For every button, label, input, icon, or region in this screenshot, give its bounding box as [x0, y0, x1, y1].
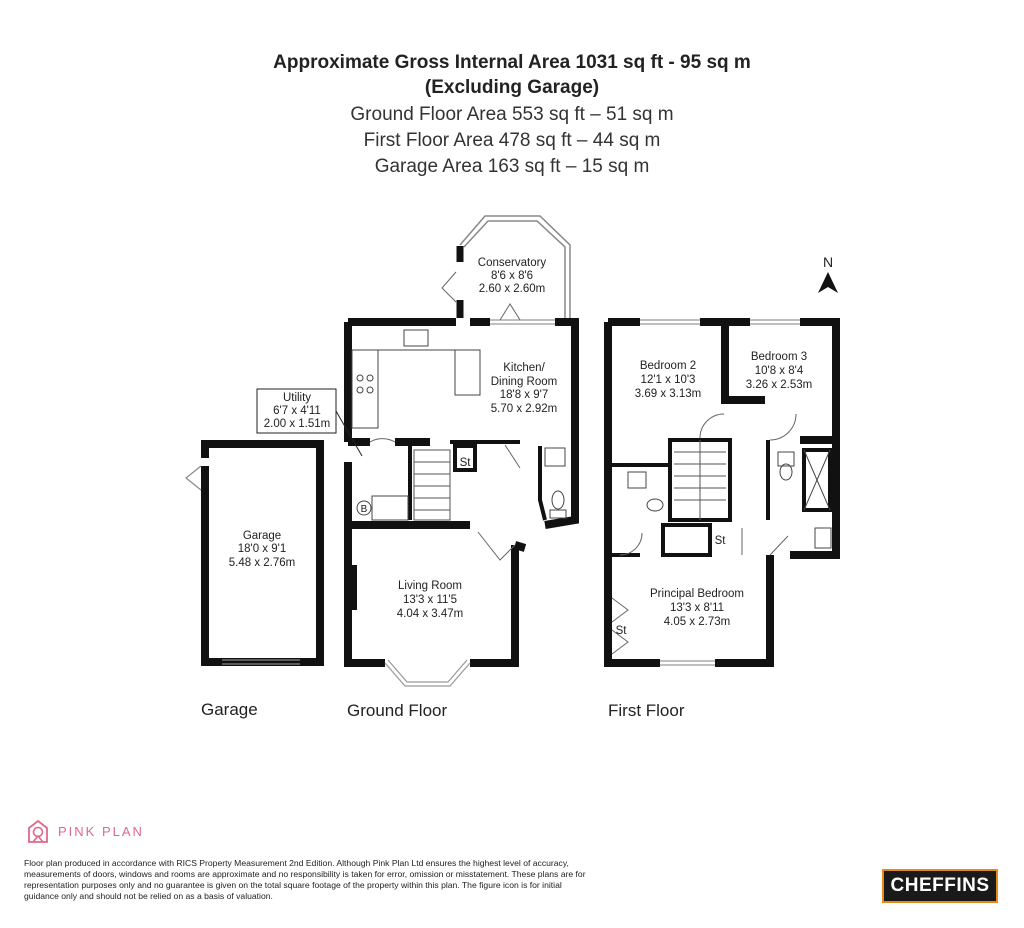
conservatory-imperial: 8'6 x 8'6 [490, 270, 534, 282]
north-label: N [822, 254, 834, 270]
principal-imperial: 13'3 x 8'11 [669, 602, 725, 614]
kitchen-imperial: 18'8 x 9'7 [499, 389, 549, 401]
conservatory-metric: 2.60 x 2.60m [478, 283, 546, 295]
garage-floor-label: Garage [201, 700, 258, 719]
kitchen-units [352, 330, 480, 428]
bedroom2-imperial: 12'1 x 10'3 [640, 374, 696, 386]
bay-window [385, 660, 470, 686]
ground-wc [545, 448, 566, 518]
boiler-label: B [360, 504, 368, 515]
utility-metric: 2.00 x 1.51m [263, 418, 331, 430]
utility-name: Utility [282, 392, 312, 404]
ground-store-label: St [459, 457, 471, 469]
conservatory-name: Conservatory [477, 257, 547, 269]
principal-name: Principal Bedroom [650, 588, 744, 600]
bedroom2-metric: 3.69 x 3.13m [634, 388, 702, 400]
area-subtitle: (Excluding Garage) [424, 77, 600, 98]
garage-imperial: 18'0 x 9'1 [237, 543, 287, 555]
bedroom2-name: Bedroom 2 [639, 360, 697, 372]
ground-floor-windows [490, 320, 555, 324]
pink-plan-logo-icon [26, 818, 50, 844]
fireplace [349, 565, 357, 610]
cheffins-logo: CHEFFINS [882, 869, 998, 903]
first-store-label: St [714, 535, 726, 547]
bedroom3-metric: 3.26 x 2.53m [745, 379, 813, 391]
garage-metric: 5.48 x 2.76m [228, 557, 296, 569]
kitchen-name-1: Kitchen/ [503, 362, 545, 374]
garage-name: Garage [242, 530, 282, 542]
principal-metric: 4.05 x 2.73m [663, 616, 731, 628]
ground-stairs [414, 450, 450, 520]
utility-imperial: 6'7 x 4'11 [273, 405, 321, 417]
living-imperial: 13'3 x 11'5 [402, 594, 458, 606]
wardrobe-store-label: St [615, 625, 627, 637]
first-floor-label: First Floor [608, 701, 685, 720]
north-arrow-icon [818, 272, 838, 293]
bedroom3-name: Bedroom 3 [750, 351, 808, 363]
ground-floor-inner-walls [410, 442, 545, 520]
disclaimer: Floor plan produced in accordance with RICS Property Measurement 2nd Edition. Although Pink Plan Ltd ensures the highest level of accuracy, measurements of doors, windows and rooms are approximate and no responsibility is taken for error, omission or misstatement. These plans are for representation purposes only and no guarantee is given on the total square footage of the property within this plan. The figure icon is for initial guidance only and should not be relied on as a basis of valuation. [24, 858, 586, 901]
area-title: Approximate Gross Internal Area 1031 sq ft - 95 sq m [273, 52, 751, 73]
first-stairs [674, 440, 726, 520]
ground-floor-area: Ground Floor Area 553 sq ft – 51 sq m [350, 104, 674, 125]
first-floor-area: First Floor Area 478 sq ft – 44 sq m [363, 130, 661, 151]
living-name: Living Room [398, 580, 462, 592]
pink-plan-name: PINK PLAN [58, 823, 144, 839]
kitchen-name-2: Dining Room [490, 376, 558, 388]
bedroom3-imperial: 10'8 x 8'4 [754, 365, 804, 377]
ground-doors [370, 439, 520, 560]
ground-floor-label: Ground Floor [347, 701, 448, 720]
kitchen-metric: 5.70 x 2.92m [490, 403, 558, 415]
garage-area: Garage Area 163 sq ft – 15 sq m [374, 156, 650, 177]
living-metric: 4.04 x 3.47m [396, 608, 464, 620]
pink-plan-brand [26, 818, 144, 844]
